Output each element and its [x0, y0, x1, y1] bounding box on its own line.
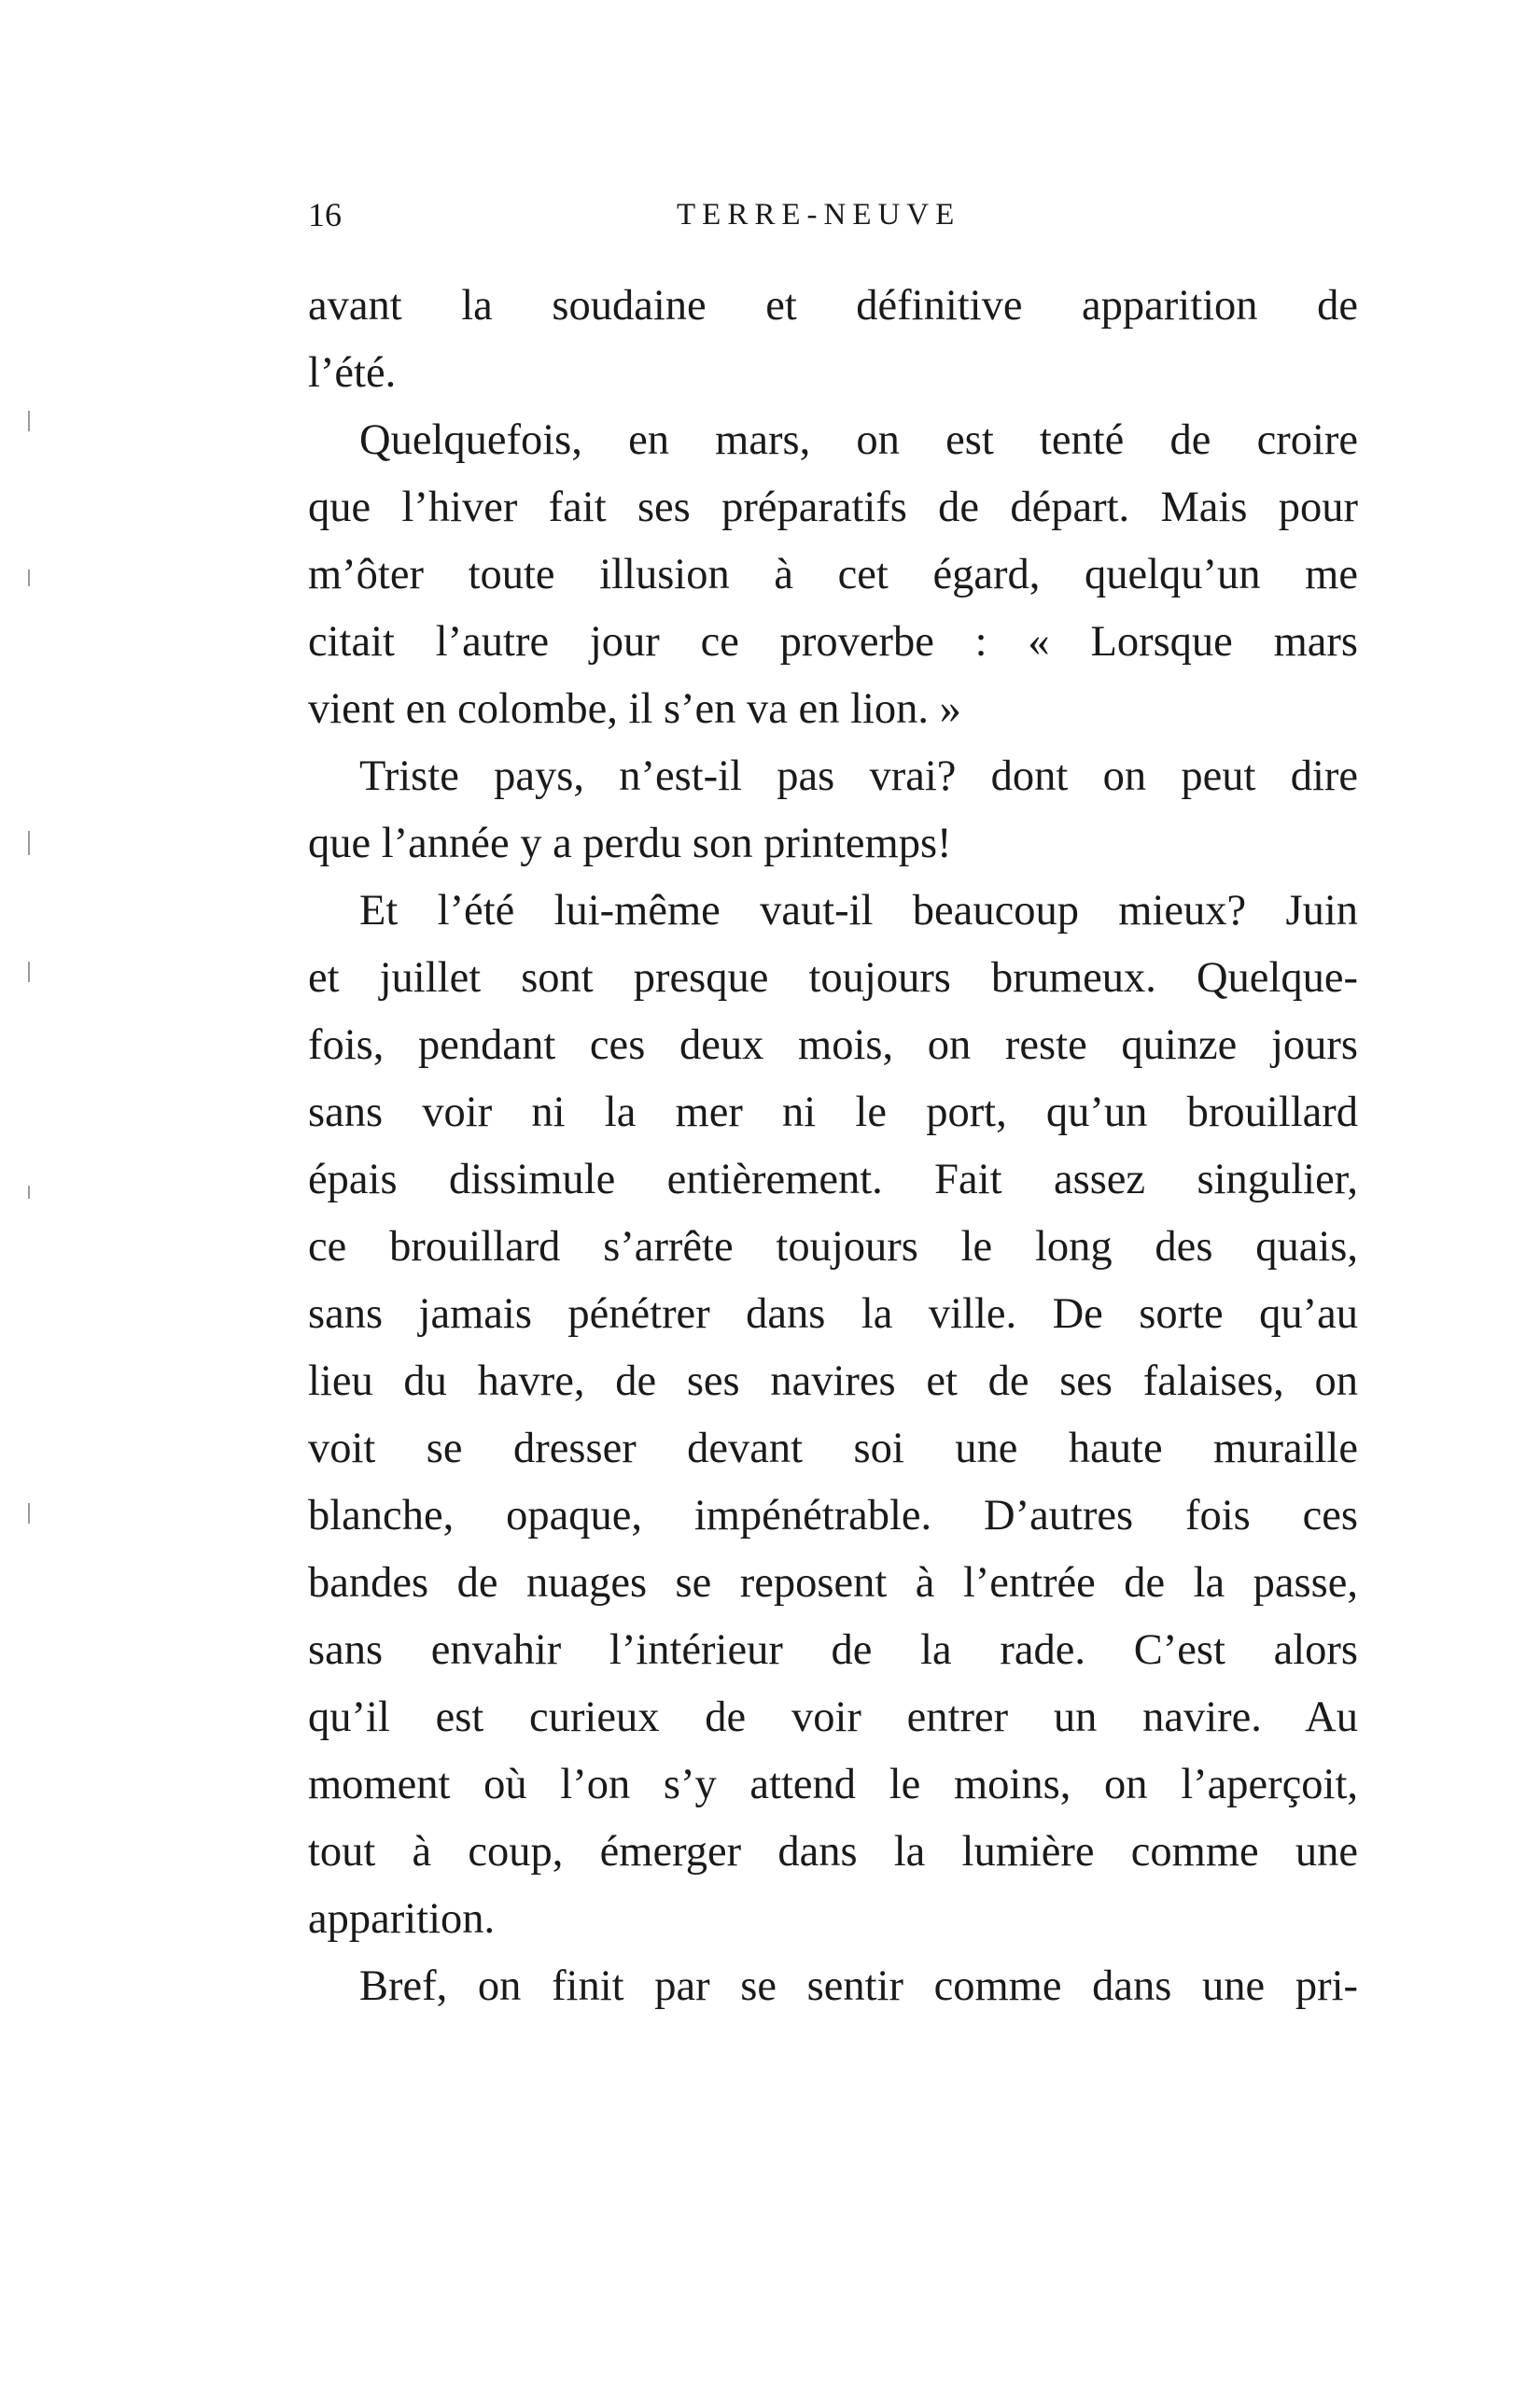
text-line: m’ôter toute illusion à cet égard, quelqu’un me: [308, 551, 1358, 598]
margin-tick: [28, 569, 30, 586]
text-line: sans envahir l’intérieur de la rade. C’est alors: [308, 1626, 1358, 1674]
text-line: Triste pays, n’est-il pas vrai? dont on peut dire: [359, 752, 1358, 800]
running-title: TERRE-NEUVE: [677, 198, 961, 232]
text-line: ce brouillard s’arrête toujours le long des quais,: [308, 1223, 1358, 1271]
text-line: Et l’été lui-même vaut-il beaucoup mieux? Juin: [359, 887, 1358, 935]
text-line: apparition.: [308, 1895, 496, 1943]
text-line: moment où l’on s’y attend le moins, on l’aperçoit,: [308, 1761, 1358, 1808]
text-line: que l’année y a perdu son printemps!: [308, 820, 952, 867]
scan-margin-marks: [19, 392, 37, 1568]
text-line: voit se dresser devant soi une haute muraille: [308, 1425, 1358, 1472]
body-text: [308, 273, 1358, 2020]
text-line: lieu du havre, de ses navires et de ses falaises, on: [308, 1357, 1358, 1405]
text-line: vient en colombe, il s’en va en lion. »: [308, 685, 961, 733]
text-line: sans jamais pénétrer dans la ville. De sorte qu’au: [308, 1290, 1358, 1338]
margin-tick: [28, 1503, 30, 1524]
text-line: et juillet sont presque toujours brumeux. Quelque-: [308, 954, 1358, 1002]
text-line: Bref, on finit par se sentir comme dans une pri-: [359, 1962, 1358, 2010]
text-line: sans voir ni la mer ni le port, qu’un brouillard: [308, 1089, 1358, 1136]
text-line: qu’il est curieux de voir entrer un navire. Au: [308, 1694, 1358, 1741]
running-header: [308, 191, 1363, 238]
text-line: bandes de nuages se reposent à l’entrée de la passe,: [308, 1559, 1358, 1607]
margin-tick: [28, 962, 30, 982]
text-line: que l’hiver fait ses préparatifs de départ. Mais pour: [308, 484, 1358, 531]
text-line: citait l’autre jour ce proverbe : « Lorsque mars: [308, 618, 1358, 666]
margin-tick: [28, 831, 30, 855]
text-line: l’été.: [308, 349, 397, 397]
text-line: avant la soudaine et définitive apparition de: [308, 282, 1358, 330]
page-number: 16: [308, 196, 342, 233]
text-line: épais dissimule entièrement. Fait assez singulier,: [308, 1156, 1358, 1203]
margin-tick: [28, 1186, 30, 1199]
text-line: blanche, opaque, impénétrable. D’autres fois ces: [308, 1492, 1358, 1539]
text-line: fois, pendant ces deux mois, on reste quinze jours: [308, 1021, 1358, 1069]
text-line: tout à coup, émerger dans la lumière comme une: [308, 1828, 1358, 1876]
text-line: Quelquefois, en mars, on est tenté de croire: [359, 416, 1358, 464]
margin-tick: [28, 411, 30, 431]
